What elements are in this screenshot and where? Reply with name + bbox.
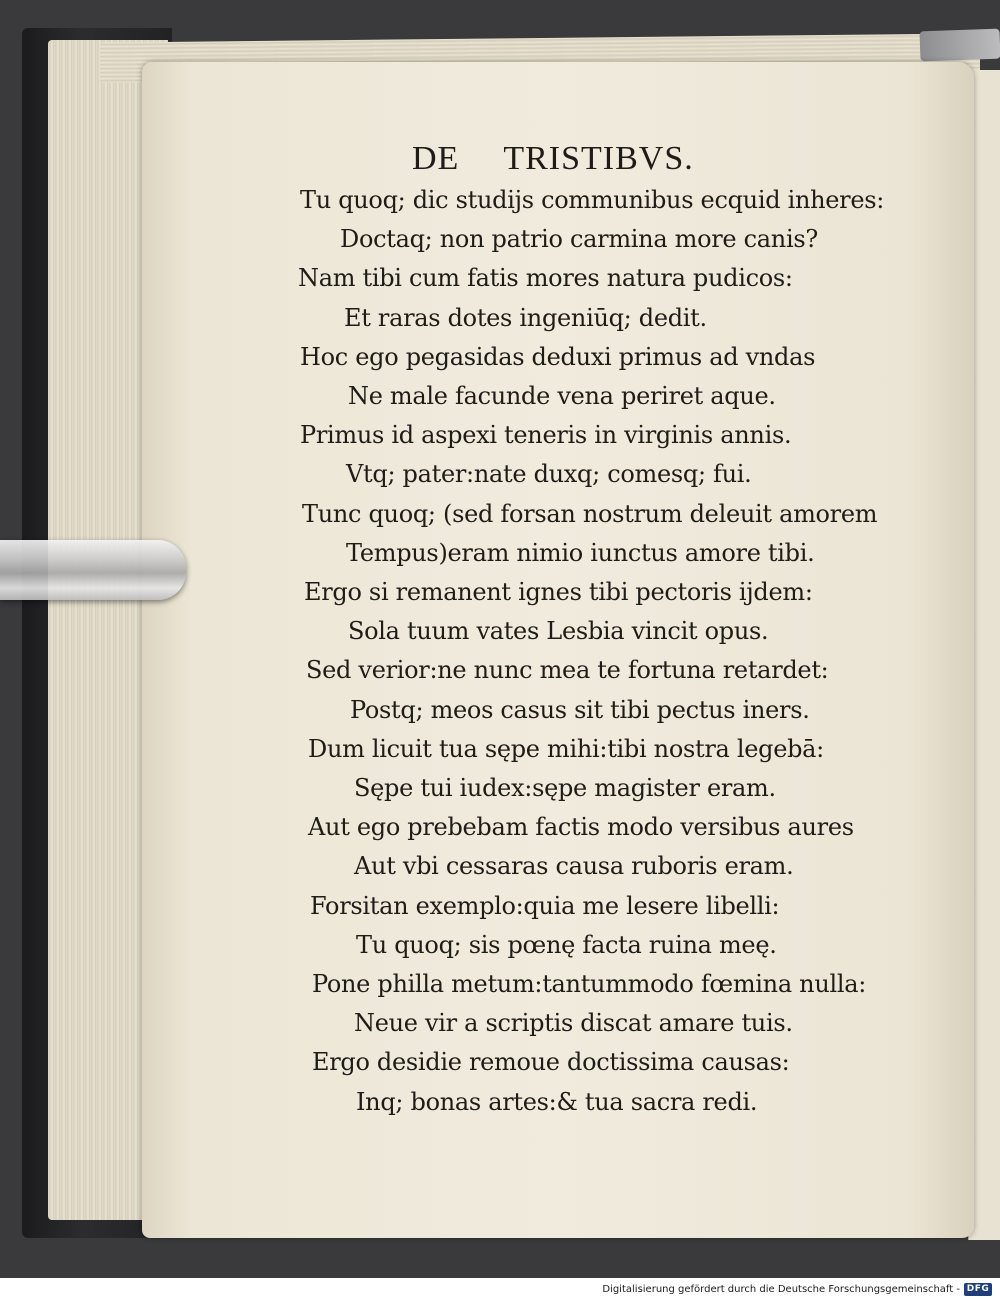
verse-line: Tempus)eram nimio iunctus amore tibi. <box>346 539 815 567</box>
verse-line: Ergo desidie remoue doctissima causas: <box>312 1048 790 1076</box>
heading-word-2: TRISTIBVS. <box>503 140 694 177</box>
verse-line: Ne male facunde vena periret aque. <box>348 382 776 410</box>
verse-line: Et raras dotes ingeniūq; dedit. <box>344 304 707 332</box>
verse-line: Primus id aspexi teneris in virginis annis. <box>300 421 792 449</box>
verse-line: Sępe tui iudex:sępe magister eram. <box>354 774 776 802</box>
verse-line: Forsitan exemplo:quia me lesere libelli: <box>310 892 780 920</box>
verse-line: Neue vir a scriptis discat amare tuis. <box>354 1009 793 1037</box>
heading-word-1: DE <box>412 140 460 177</box>
verse-line: Inq; bonas artes:& tua sacra redi. <box>356 1088 758 1116</box>
verse-line: Tu quoq; dic studijs communibus ecquid inheres: <box>300 186 885 214</box>
verse-line: Hoc ego pegasidas deduxi primus ad vndas <box>300 343 816 371</box>
verse-line: Pone philla metum:tantummodo fœmina nulla: <box>312 970 867 998</box>
glass-clip <box>0 540 186 600</box>
page-heading <box>412 140 694 178</box>
verse-line: Tu quoq; sis pœnę facta ruina meę. <box>356 931 777 959</box>
verse-line: Sola tuum vates Lesbia vincit opus. <box>348 617 769 645</box>
verse-line: Ergo si remanent ignes tibi pectoris ijdem: <box>304 578 813 606</box>
dfg-logo-icon: DFG <box>964 1283 992 1296</box>
verse-line: Vtq; pater:nate duxq; comesq; fui. <box>346 460 752 488</box>
verse-line: Aut ego prebebam factis modo versibus aures <box>308 813 854 841</box>
verse-line: Doctaq; non patrio carmina more canis? <box>340 225 818 253</box>
verse-line: Postq; meos casus sit tibi pectus iners. <box>350 696 810 724</box>
verse-line: Sed verior:ne nunc mea te fortuna retardet: <box>306 656 829 684</box>
verse-line: Dum licuit tua sępe mihi:tibi nostra legebā: <box>308 735 824 763</box>
verse-line: Aut vbi cessaras causa ruboris eram. <box>354 852 794 880</box>
verse-line: Tunc quoq; (sed forsan nostrum deleuit amorem <box>302 500 878 528</box>
funding-notice: Digitalisierung gefördert durch die Deutsche Forschungsgemeinschaft - <box>602 1284 960 1295</box>
binding-strap <box>920 29 1000 62</box>
verse-line: Nam tibi cum fatis mores natura pudicos: <box>298 264 793 292</box>
